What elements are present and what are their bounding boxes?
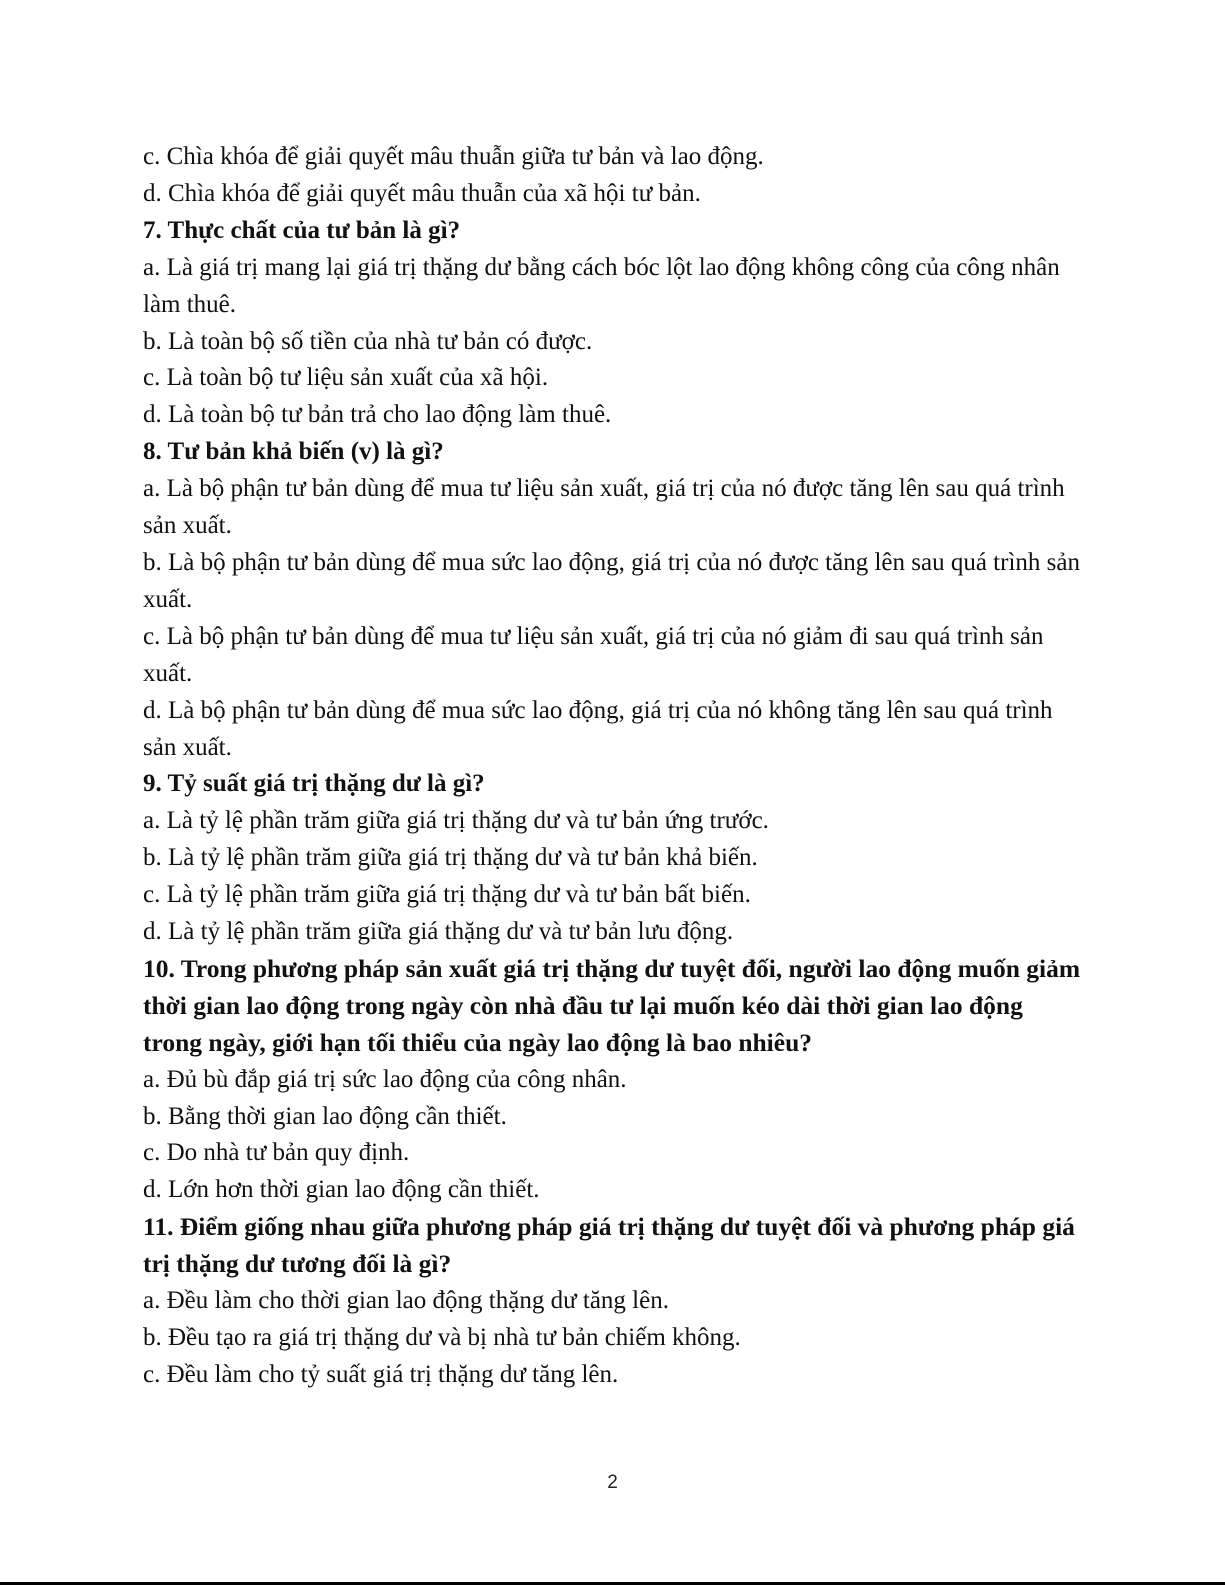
q8-option-c: c. Là bộ phận tư bản dùng để mua tư liệu sản xuất, giá trị của nó giảm đi sau quá trình sản xuất.: [143, 622, 1044, 687]
q9-option-d: d. Là tỷ lệ phần trăm giữa giá thặng dư và tư bản lưu động.: [143, 918, 734, 946]
q11-option-c: c. Đều làm cho tỷ suất giá trị thặng dư tăng lên.: [143, 1360, 619, 1388]
q11-option-a: a. Đều làm cho thời gian lao động thặng dư tăng lên.: [143, 1287, 669, 1315]
q8-option-b: b. Là bộ phận tư bản dùng để mua sức lao động, giá trị của nó được tăng lên sau quá trình sản xuất.: [143, 548, 1080, 613]
q10-option-a: a. Đủ bù đắp giá trị sức lao động của công nhân.: [143, 1065, 627, 1093]
q7-option-c: c. Là toàn bộ tư liệu sản xuất của xã hội.: [143, 364, 549, 392]
q7-option-b: b. Là toàn bộ số tiền của nhà tư bản có được.: [143, 327, 593, 355]
question-7: 7. Thực chất của tư bản là gì?: [143, 216, 461, 244]
q10-option-b: b. Bằng thời gian lao động cần thiết.: [143, 1102, 507, 1130]
option-d-continued: d. Chìa khóa để giải quyết mâu thuẫn của xã hội tư bản.: [143, 179, 701, 207]
question-8: 8. Tư bản khả biến (v) là gì?: [143, 438, 444, 466]
q7-option-d: d. Là toàn bộ tư bản trả cho lao động làm thuê.: [143, 401, 612, 429]
q8-option-a: a. Là bộ phận tư bản dùng để mua tư liệu sản xuất, giá trị của nó được tăng lên sau quá trình sản xuất.: [143, 475, 1065, 540]
q8-option-d: d. Là bộ phận tư bản dùng để mua sức lao động, giá trị của nó không tăng lên sau quá trình sản xuất.: [143, 696, 1053, 761]
document-body: [143, 139, 1083, 1394]
question-9: 9. Tỷ suất giá trị thặng dư là gì?: [143, 770, 485, 798]
q9-option-b: b. Là tỷ lệ phần trăm giữa giá trị thặng dư và tư bản khả biến.: [143, 844, 758, 872]
option-c-continued: c. Chìa khóa để giải quyết mâu thuẫn giữa tư bản và lao động.: [143, 143, 764, 170]
question-11: 11. Điểm giống nhau giữa phương pháp giá trị thặng dư tuyệt đối và phương pháp giá trị thặng dư tương đối là gì?: [143, 1212, 1075, 1279]
q9-option-c: c. Là tỷ lệ phần trăm giữa giá trị thặng dư và tư bản bất biến.: [143, 881, 751, 909]
q11-option-b: b. Đều tạo ra giá trị thặng dư và bị nhà tư bản chiếm không.: [143, 1324, 741, 1351]
q9-option-a: a. Là tỷ lệ phần trăm giữa giá trị thặng dư và tư bản ứng trước.: [143, 807, 769, 835]
q10-option-d: d. Lớn hơn thời gian lao động cần thiết.: [143, 1176, 540, 1204]
page-number: 2: [607, 1472, 618, 1493]
q7-option-a: a. Là giá trị mang lại giá trị thặng dư bằng cách bóc lột lao động không công của công nhân làm thuê.: [143, 253, 1060, 318]
question-10: 10. Trong phương pháp sản xuất giá trị thặng dư tuyệt đối, người lao động muốn giảm thời gian lao động trong ngày còn nhà đầu tư lại muốn kéo dài thời gian lao động trong ngày, giới hạn tối thiểu của ngày lao động là bao nhiêu?: [143, 953, 1081, 1057]
q10-option-c: c. Do nhà tư bản quy định.: [143, 1139, 410, 1167]
